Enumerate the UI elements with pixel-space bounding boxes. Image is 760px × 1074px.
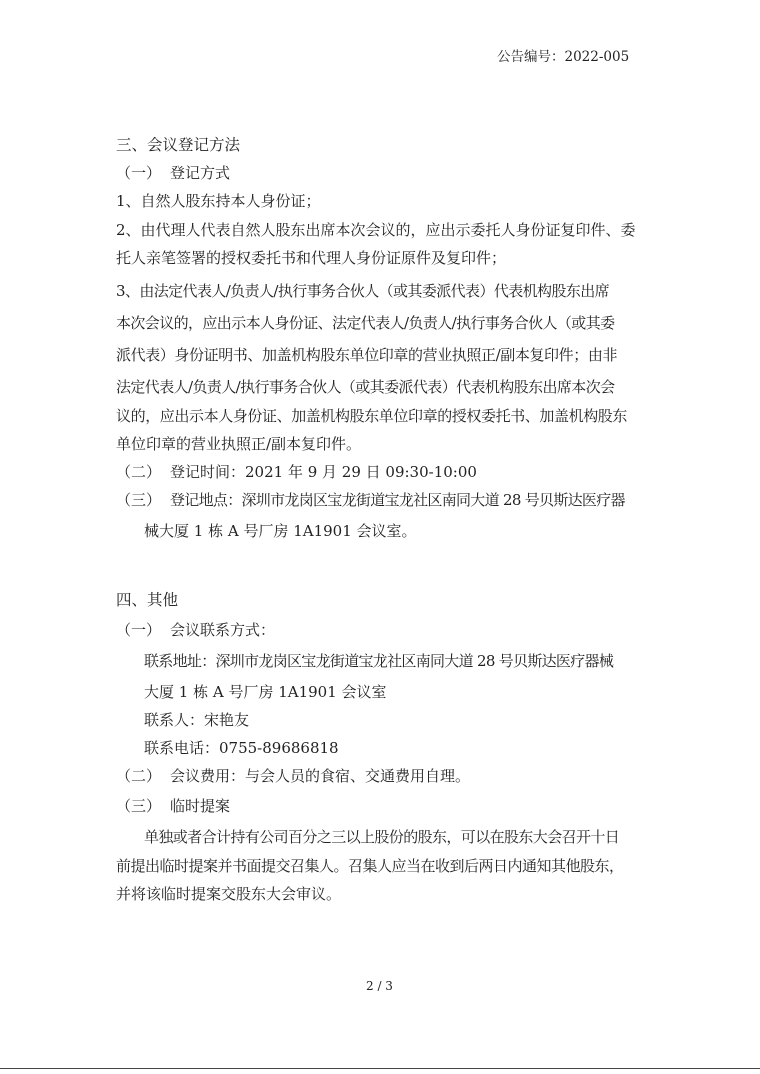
- section-4-sub1-marker: （一）: [116, 621, 162, 639]
- section-3-sub3-line-2: 械大厦 1 栋 A 号厂房 1A1901 会议室。: [144, 522, 417, 540]
- section-3-item-3-line-4: 法定代表人/负责人/执行事务合伙人（或其委派代表）代表机构股东出席本次会: [116, 378, 615, 396]
- section-3-sub1-marker: （一）: [116, 164, 162, 182]
- proposal-paragraph-line-2: 前提出临时提案并书面提交召集人。召集人应当在收到后两日内通知其他股东，: [116, 857, 624, 875]
- text: 2、由代理人代表自然人股东出席本次会议的，应出示委托人身份证复印件、委: [116, 221, 636, 239]
- proposal-paragraph-line-1: 单独或者合计持有公司百分之三以上股份的股东，可以在股东大会召开十日: [144, 828, 620, 846]
- section-3-item-3-line-2: 本次会议的，应出示本人身份证、法定代表人/负责人/执行事务合伙人（或其委: [116, 314, 615, 332]
- section-3-sub2-text: 登记时间：2021 年 9 月 29 日 09:30-10:00: [170, 463, 477, 481]
- section-4-title: 四、其他: [116, 591, 179, 609]
- section-4-sub3-title: 临时提案: [170, 797, 231, 815]
- bottom-border-line: [0, 1068, 760, 1069]
- section-3-item-2-line-1: [116, 220, 642, 240]
- section-3-title: 三、会议登记方法: [116, 136, 241, 154]
- proposal-paragraph-line-3: 并将该临时提案交股东大会审议。: [116, 885, 342, 903]
- section-3-sub2-marker: （二）: [116, 463, 162, 481]
- section-3-sub3-marker: （三）: [116, 491, 162, 509]
- announcement-number: 公告编号：2022-005: [497, 49, 630, 65]
- contact-address-line-2: 大厦 1 栋 A 号厂房 1A1901 会议室: [144, 683, 387, 701]
- page-number: 2 / 3: [366, 979, 393, 993]
- section-3-item-3-line-1: 3、由法定代表人/负责人/执行事务合伙人（或其委派代表）代表机构股东出席: [116, 282, 610, 300]
- section-3-sub3-line-1: 登记地点：深圳市龙岗区宝龙街道宝龙社区南同大道 28 号贝斯达医疗器: [170, 491, 625, 509]
- section-4-sub2-marker: （二）: [116, 767, 162, 785]
- section-3-item-1: 1、自然人股东持本人身份证；: [116, 192, 321, 210]
- section-3-item-3-line-6: 单位印章的营业执照正/副本复印件。: [116, 435, 362, 453]
- section-3-sub1-title: 登记方式: [170, 164, 231, 182]
- section-3-item-3-line-5: 议的，应出示本人身份证、加盖机构股东单位印章的授权委托书、加盖机构股东: [116, 407, 628, 425]
- section-3-item-3-line-3: 派代表）身份证明书、加盖机构股东单位印章的营业执照正/副本复印件；由非: [116, 346, 618, 364]
- section-3-item-2-line-2: 托人亲笔签署的授权委托书和代理人身份证原件及复印件；: [116, 249, 507, 267]
- section-4-sub1-title: 会议联系方式：: [170, 621, 276, 639]
- contact-phone: 联系电话：0755-89686818: [144, 739, 339, 757]
- section-4-sub3-marker: （三）: [116, 797, 162, 815]
- contact-person: 联系人：宋艳友: [144, 711, 250, 729]
- contact-address-line-1: 联系地址：深圳市龙岗区宝龙街道宝龙社区南同大道 28 号贝斯达医疗器械: [144, 652, 614, 670]
- section-4-sub2-text: 会议费用：与会人员的食宿、交通费用自理。: [170, 767, 471, 785]
